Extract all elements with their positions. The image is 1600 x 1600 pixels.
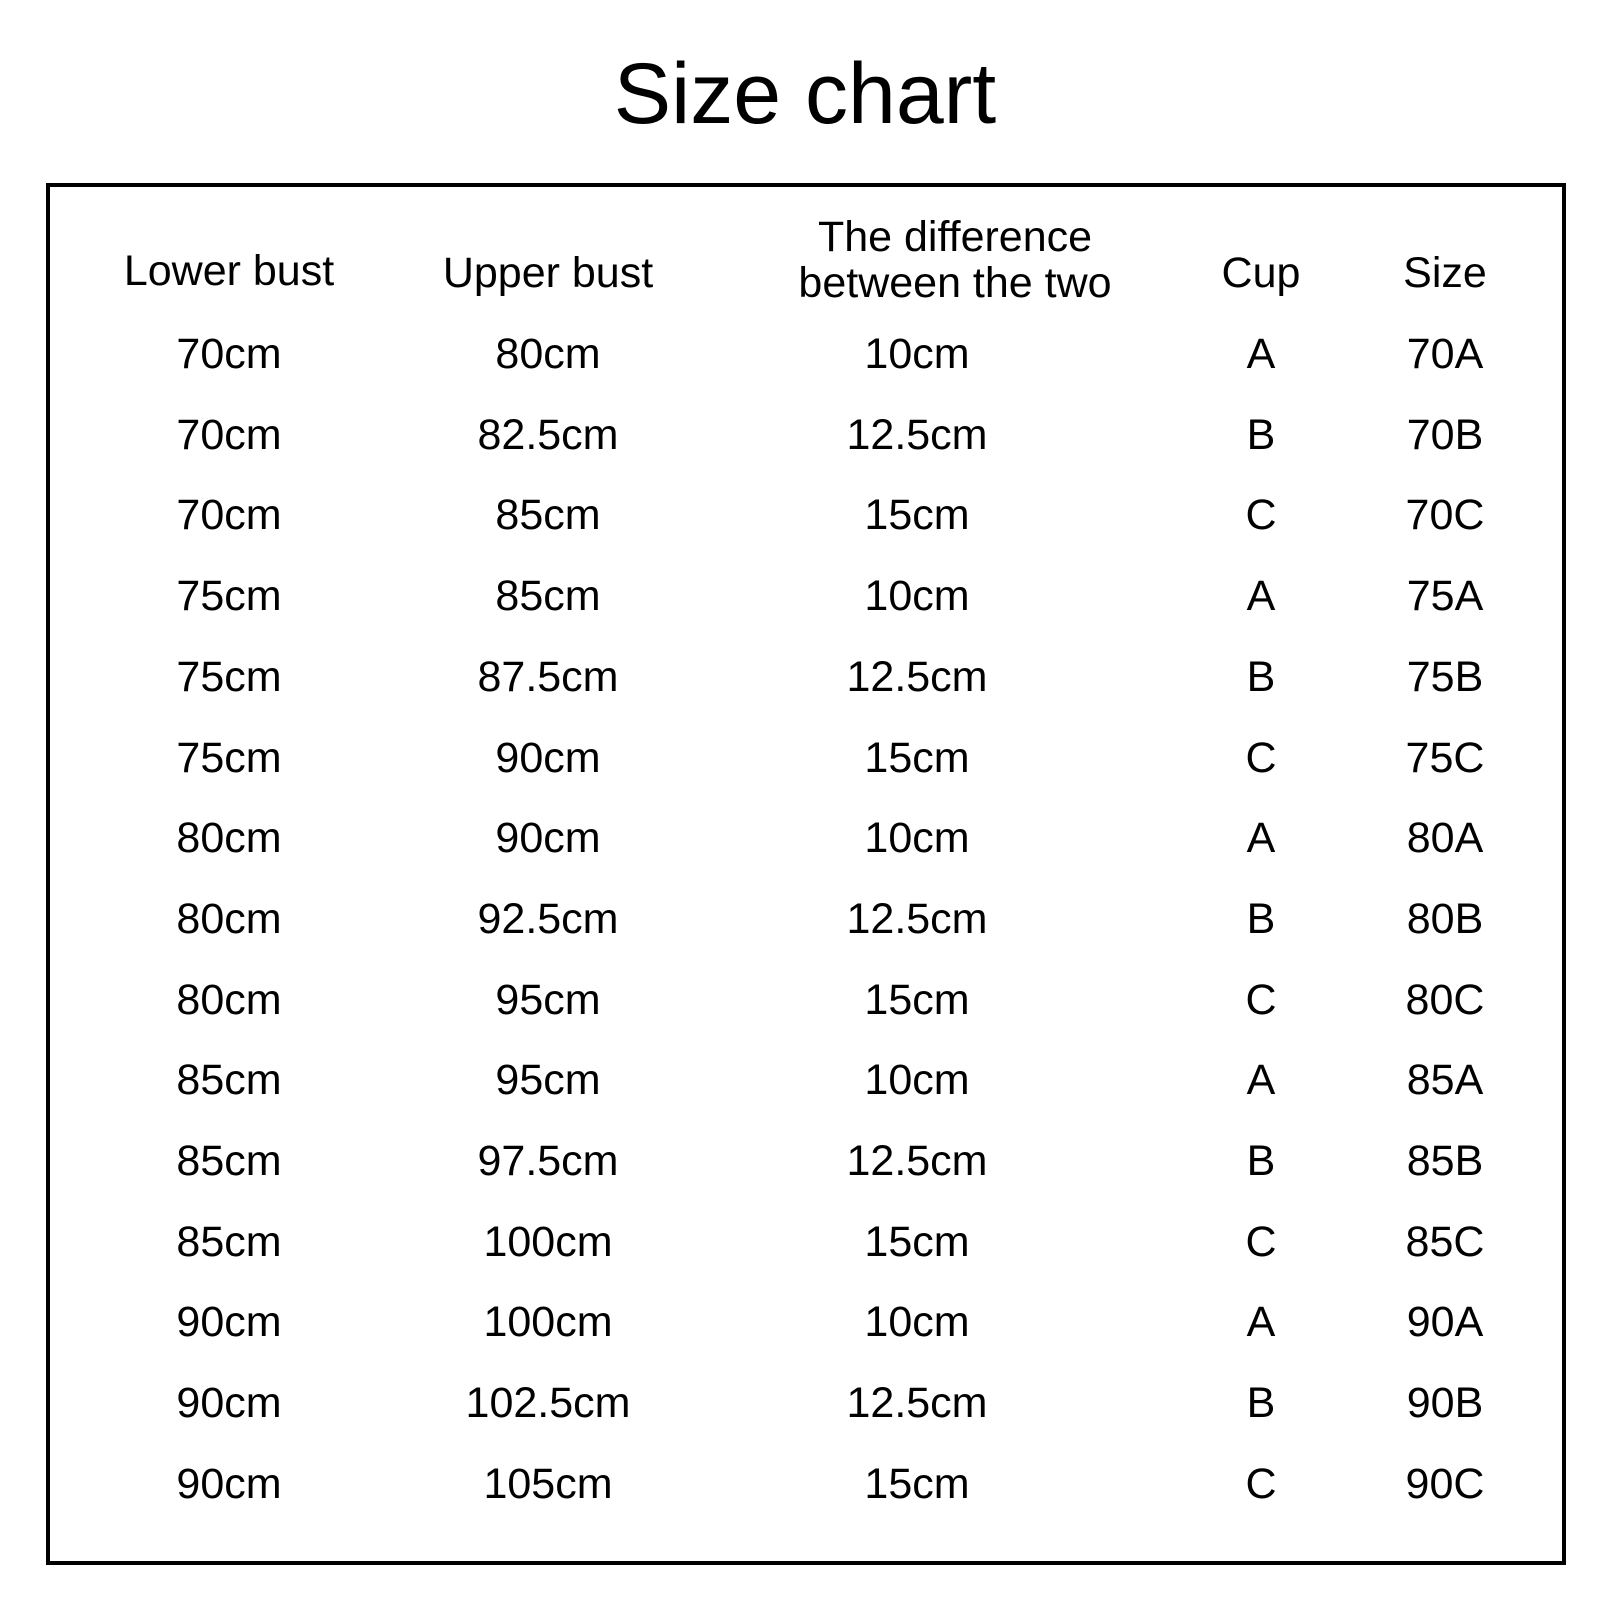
lower-bust-cell: 90cm: [176, 1459, 282, 1508]
lower-bust-cell: 70cm: [176, 491, 282, 540]
difference-cell: 10cm: [864, 1056, 970, 1105]
header-difference-line1: The difference: [817, 213, 1093, 261]
upper-bust-cell: 87.5cm: [477, 652, 619, 701]
difference-cell: 12.5cm: [846, 410, 988, 459]
difference-cell: 10cm: [864, 814, 970, 863]
cup-cell: C: [1245, 1459, 1277, 1508]
size-cell: 90A: [1406, 1298, 1484, 1347]
size-cell: 80C: [1405, 975, 1485, 1024]
cup-cell: B: [1246, 1137, 1276, 1185]
header-upper-bust: Upper bust: [442, 249, 654, 297]
size-cell: 75C: [1405, 733, 1485, 782]
cup-cell: B: [1246, 1379, 1276, 1428]
upper-bust-cell: 100cm: [483, 1298, 613, 1347]
upper-bust-cell: 100cm: [483, 1217, 613, 1266]
cup-cell: C: [1245, 1217, 1277, 1266]
lower-bust-cell: 75cm: [176, 572, 282, 621]
upper-bust-cell: 82.5cm: [477, 410, 619, 459]
cup-cell: C: [1245, 733, 1277, 782]
lower-bust-cell: 70cm: [176, 410, 282, 459]
upper-bust-cell: 95cm: [495, 1056, 601, 1105]
difference-cell: 12.5cm: [846, 1137, 988, 1185]
lower-bust-cell: 85cm: [176, 1056, 282, 1105]
upper-bust-cell: 97.5cm: [477, 1137, 619, 1185]
lower-bust-cell: 75cm: [176, 733, 282, 782]
size-cell: 85C: [1405, 1217, 1485, 1266]
lower-bust-cell: 80cm: [176, 975, 282, 1024]
lower-bust-cell: 70cm: [176, 330, 282, 378]
lower-bust-cell: 75cm: [176, 652, 282, 701]
size-cell: 85B: [1406, 1137, 1484, 1185]
size-cell: 85A: [1406, 1056, 1484, 1105]
difference-cell: 15cm: [864, 975, 970, 1024]
upper-bust-cell: 85cm: [495, 491, 601, 540]
cup-cell: C: [1245, 491, 1277, 540]
difference-cell: 15cm: [864, 1217, 970, 1266]
lower-bust-cell: 85cm: [176, 1137, 282, 1185]
upper-bust-cell: 85cm: [495, 572, 601, 621]
cup-cell: A: [1246, 814, 1276, 863]
size-cell: 70A: [1406, 330, 1484, 378]
difference-cell: 10cm: [864, 330, 970, 378]
difference-cell: 15cm: [864, 733, 970, 782]
size-cell: 70B: [1406, 410, 1484, 459]
header-cup: Cup: [1221, 249, 1301, 297]
difference-cell: 15cm: [864, 1459, 970, 1508]
difference-cell: 10cm: [864, 1298, 970, 1347]
lower-bust-cell: 90cm: [176, 1379, 282, 1428]
cup-cell: B: [1246, 894, 1276, 943]
page-title: Size chart: [613, 46, 997, 142]
upper-bust-cell: 90cm: [495, 733, 601, 782]
cup-cell: B: [1246, 410, 1276, 459]
size-cell: 90C: [1405, 1459, 1485, 1508]
upper-bust-cell: 92.5cm: [477, 894, 619, 943]
size-table: [46, 183, 1566, 1565]
header-lower-bust: Lower bust: [123, 247, 335, 295]
size-cell: 80B: [1406, 894, 1484, 943]
cup-cell: C: [1245, 975, 1277, 1024]
difference-cell: 12.5cm: [846, 652, 988, 701]
upper-bust-cell: 105cm: [483, 1459, 613, 1508]
upper-bust-cell: 80cm: [495, 330, 601, 378]
size-cell: 90B: [1406, 1379, 1484, 1428]
cup-cell: B: [1246, 652, 1276, 701]
cup-cell: A: [1246, 1298, 1276, 1347]
size-cell: 75B: [1406, 652, 1484, 701]
upper-bust-cell: 102.5cm: [465, 1379, 631, 1428]
upper-bust-cell: 95cm: [495, 975, 601, 1024]
cup-cell: A: [1246, 572, 1276, 621]
header-difference-line2: between the two: [798, 259, 1112, 307]
size-cell: 75A: [1406, 572, 1484, 621]
difference-cell: 15cm: [864, 491, 970, 540]
lower-bust-cell: 80cm: [176, 814, 282, 863]
size-cell: 70C: [1405, 491, 1485, 540]
difference-cell: 12.5cm: [846, 894, 988, 943]
lower-bust-cell: 90cm: [176, 1298, 282, 1347]
size-cell: 80A: [1406, 814, 1484, 863]
header-size: Size: [1403, 249, 1487, 297]
lower-bust-cell: 85cm: [176, 1217, 282, 1266]
lower-bust-cell: 80cm: [176, 894, 282, 943]
cup-cell: A: [1246, 330, 1276, 378]
cup-cell: A: [1246, 1056, 1276, 1105]
header-difference: [798, 214, 1111, 306]
difference-cell: 10cm: [864, 572, 970, 621]
difference-cell: 12.5cm: [846, 1379, 988, 1428]
upper-bust-cell: 90cm: [495, 814, 601, 863]
